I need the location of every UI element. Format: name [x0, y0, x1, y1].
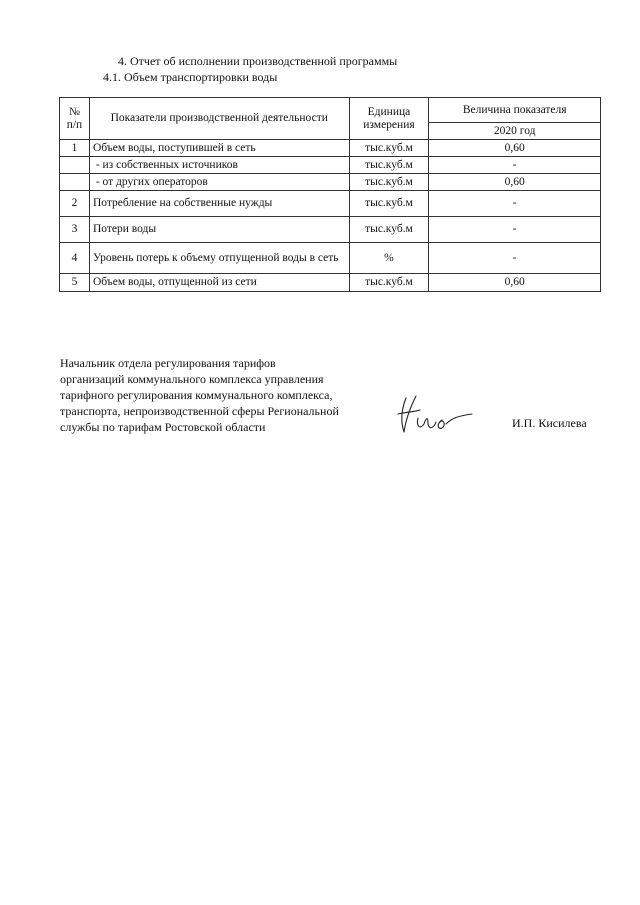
signer-position: [60, 355, 339, 435]
row-unit: тыс.куб.м: [349, 157, 429, 174]
row-num: [60, 174, 90, 191]
row-num: 1: [60, 140, 90, 157]
header-value: Величина показателя: [429, 98, 601, 123]
row-num: 4: [60, 243, 90, 274]
table-row: [60, 157, 601, 174]
row-indicator: Потребление на собственные нужды: [89, 191, 349, 217]
water-transport-table: [59, 97, 601, 292]
row-value: 0,60: [429, 140, 601, 157]
row-value: -: [429, 157, 601, 174]
section-heading: 4. Отчет об исполнении производственной программы: [118, 54, 398, 68]
signer-position-line: транспорта, непроизводственной сферы Региональной: [60, 404, 339, 418]
row-unit: тыс.куб.м: [349, 191, 429, 217]
row-indicator: Уровень потерь к объему отпущенной воды в сеть: [89, 243, 349, 274]
row-unit: %: [349, 243, 429, 274]
signer-position-line: службы по тарифам Ростовской области: [60, 420, 266, 434]
table-row: [60, 174, 601, 191]
row-indicator: Объем воды, отпущенной из сети: [89, 274, 349, 292]
table-row: [60, 274, 601, 292]
row-value: -: [429, 243, 601, 274]
table-row: [60, 191, 601, 217]
row-value: -: [429, 217, 601, 243]
row-num: 2: [60, 191, 90, 217]
row-unit: тыс.куб.м: [349, 274, 429, 292]
handwritten-signature: [392, 388, 478, 438]
subsection-heading: 4.1. Объем транспортировки воды: [103, 70, 278, 84]
signer-position-line: организаций коммунального комплекса управления: [60, 372, 324, 386]
table-row: [60, 217, 601, 243]
header-num: № п/п: [60, 98, 90, 140]
row-num: 5: [60, 274, 90, 292]
row-num: 3: [60, 217, 90, 243]
row-unit: тыс.куб.м: [349, 217, 429, 243]
row-indicator: - от других операторов: [89, 174, 349, 191]
row-unit: тыс.куб.м: [349, 140, 429, 157]
signer-position-line: Начальник отдела регулирования тарифов: [60, 356, 276, 370]
header-year: 2020 год: [429, 123, 601, 140]
row-indicator: - из собственных источников: [89, 157, 349, 174]
row-value: 0,60: [429, 274, 601, 292]
row-indicator: Объем воды, поступившей в сеть: [89, 140, 349, 157]
header-indicator: Показатели производственной деятельности: [89, 98, 349, 140]
table-row: [60, 140, 601, 157]
row-unit: тыс.куб.м: [349, 174, 429, 191]
signer-position-line: тарифного регулирования коммунального комплекса,: [60, 388, 333, 402]
row-value: -: [429, 191, 601, 217]
signer-name: И.П. Кисилева: [512, 416, 587, 430]
row-indicator: Потери воды: [89, 217, 349, 243]
header-unit: Единица измерения: [349, 98, 429, 140]
row-value: 0,60: [429, 174, 601, 191]
table-row: [60, 243, 601, 274]
row-num: [60, 157, 90, 174]
